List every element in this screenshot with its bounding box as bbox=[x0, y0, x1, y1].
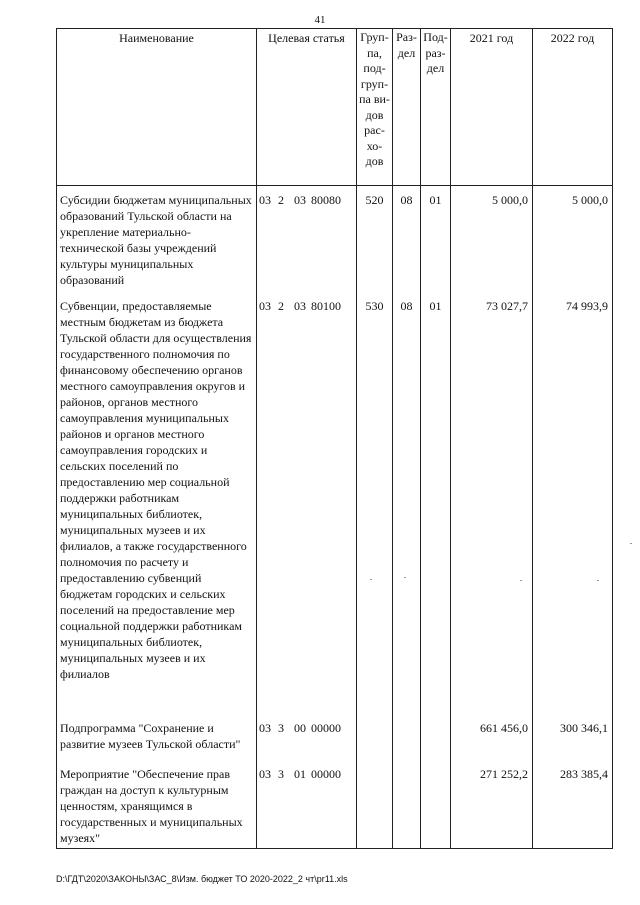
row-expense-group: 520 bbox=[357, 186, 393, 299]
header-subsection: Под- раз- дел bbox=[421, 29, 451, 186]
row-amount-2021: 73 027,7 bbox=[451, 298, 533, 718]
table-row bbox=[57, 766, 613, 849]
target-event: 00 bbox=[294, 721, 306, 735]
table-row bbox=[57, 298, 613, 718]
row-name: Субвенции, предоставляемые местным бюджетам из бюджета Тульской области для осуществления государственного полномочия по финансовому обеспечению органов местного самоуправления округов и районов, органов местного самоуправления муниципальных районов и органов местного самоуправления городских и сельских поселений по предоставлению мер социальной поддержки работникам муниципальных библиотек, муниципальных музеев и их филиалов, а также государственного полномочия по расчету и предоставлению субвенций бюджетам городских и сельских поселений на предоставление мер социальной поддержки работникам муниципальных библиотек, муниципальных музеев и их филиалов bbox=[57, 298, 257, 718]
row-section: 08 bbox=[393, 186, 421, 299]
target-direction: 80100 bbox=[311, 299, 341, 313]
table-row bbox=[57, 186, 613, 299]
row-section: 08 bbox=[393, 298, 421, 718]
target-event: 03 bbox=[294, 193, 306, 207]
scan-speck bbox=[597, 580, 599, 581]
row-subsection: 01 bbox=[421, 298, 451, 718]
row-name: Мероприятие "Обеспечение прав граждан на доступ к культурным ценностям, хранящимся в государственных и муниципальных музеях" bbox=[57, 766, 257, 849]
target-program: 03 bbox=[259, 721, 271, 735]
target-direction: 00000 bbox=[311, 721, 341, 735]
header-expense-group: Груп- па, под- груп- па ви- дов рас- хо- дов bbox=[357, 29, 393, 186]
row-amount-2021: 661 456,0 bbox=[451, 718, 533, 766]
row-target-article bbox=[257, 766, 357, 849]
scan-speck bbox=[404, 577, 406, 578]
table-row bbox=[57, 718, 613, 766]
header-section: Раз- дел bbox=[393, 29, 421, 186]
budget-table bbox=[56, 28, 613, 849]
target-subprogram: 2 bbox=[278, 193, 284, 207]
page-number: 41 bbox=[314, 14, 326, 26]
target-subprogram: 3 bbox=[278, 767, 284, 781]
row-amount-2022: 74 993,9 bbox=[533, 298, 613, 718]
row-subsection bbox=[421, 718, 451, 766]
target-event: 03 bbox=[294, 299, 306, 313]
row-amount-2021: 271 252,2 bbox=[451, 766, 533, 849]
row-target-article bbox=[257, 186, 357, 299]
row-subsection: 01 bbox=[421, 186, 451, 299]
header-target-article: Целевая статья bbox=[257, 29, 357, 186]
scan-speck bbox=[370, 579, 372, 580]
scan-speck bbox=[520, 580, 522, 581]
target-direction: 00000 bbox=[311, 767, 341, 781]
target-program: 03 bbox=[259, 299, 271, 313]
target-direction: 80080 bbox=[311, 193, 341, 207]
row-expense-group: 530 bbox=[357, 298, 393, 718]
row-amount-2022: 5 000,0 bbox=[533, 186, 613, 299]
row-section bbox=[393, 766, 421, 849]
row-amount-2022: 300 346,1 bbox=[533, 718, 613, 766]
row-name: Субсидии бюджетам муниципальных образований Тульской области на укрепление материально-технической базы учреждений культуры муниципальных образований bbox=[57, 186, 257, 299]
header-2021: 2021 год bbox=[451, 29, 533, 186]
scan-speck bbox=[630, 543, 632, 544]
target-subprogram: 2 bbox=[278, 299, 284, 313]
row-subsection bbox=[421, 766, 451, 849]
target-program: 03 bbox=[259, 193, 271, 207]
header-name: Наименование bbox=[57, 29, 257, 186]
row-expense-group bbox=[357, 718, 393, 766]
target-subprogram: 3 bbox=[278, 721, 284, 735]
row-expense-group bbox=[357, 766, 393, 849]
row-amount-2022: 283 385,4 bbox=[533, 766, 613, 849]
file-path-footer: D:\ГДТ\2020\ЗАКОНЫ\ЗАС_8\Изм. бюджет ТО 2020-2022_2 чт\pr11.xls bbox=[56, 874, 348, 884]
row-target-article bbox=[257, 298, 357, 718]
target-program: 03 bbox=[259, 767, 271, 781]
target-event: 01 bbox=[294, 767, 306, 781]
header-2022: 2022 год bbox=[533, 29, 613, 186]
row-target-article bbox=[257, 718, 357, 766]
row-section bbox=[393, 718, 421, 766]
row-amount-2021: 5 000,0 bbox=[451, 186, 533, 299]
table-header-row bbox=[57, 29, 613, 186]
row-name: Подпрограмма "Сохранение и развитие музеев Тульской области" bbox=[57, 718, 257, 766]
